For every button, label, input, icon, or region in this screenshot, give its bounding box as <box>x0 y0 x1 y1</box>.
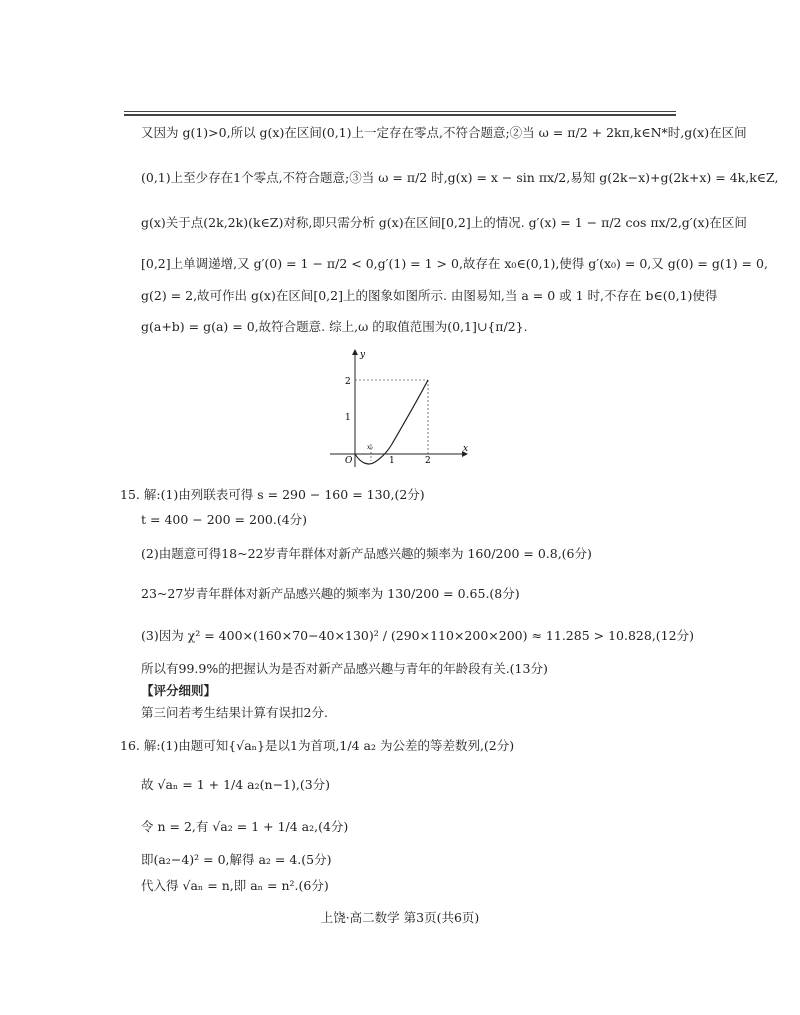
y-axis-label: y <box>360 350 366 360</box>
solution-line-6: g(a+b) = g(a) = 0,故符合题意. 综上,ω 的取值范围为(0,1]∪{π/2}. <box>141 319 528 334</box>
q16-line-1: 16. 解:(1)由题可知{√aₙ}是以1为首项,1/4 a₂ 为公差的等差数列,(2分) <box>120 738 515 753</box>
solution-line-1: 又因为 g(1)>0,所以 g(x)在区间(0,1)上一定存在零点,不符合题意;②当 ω = π/2 + 2kπ,k∈N*时,g(x)在区间 <box>141 125 747 140</box>
solution-line-2: (0,1)上至少存在1个零点,不符合题意;③当 ω = π/2 时,g(x) = x − sin πx/2,易知 g(2k−x)+g(2k+x) = 4k,k∈Z, <box>141 170 779 185</box>
solution-line-5: g(2) = 2,故可作出 g(x)在区间[0,2]上的图象如图所示. 由图易知,当 a = 0 或 1 时,不存在 b∈(0,1)使得 <box>141 288 718 303</box>
x-tick-2: 2 <box>425 456 431 466</box>
q15-line-5: (3)因为 χ² = 400×(160×70−40×130)² / (290×110×200×200) ≈ 11.285 > 10.828,(12分) <box>141 628 694 643</box>
q16-line-3: 令 n = 2,有 √a₂ = 1 + 1/4 a₂,(4分) <box>141 819 349 834</box>
x-axis-label: x <box>463 444 469 454</box>
x-tick-1: 1 <box>389 456 395 466</box>
header-rule-thin <box>124 111 676 112</box>
solution-line-4: [0,2]上单调递增,又 g′(0) = 1 − π/2 < 0,g′(1) = 1 > 0,故存在 x₀∈(0,1),使得 g′(x₀) = 0,又 g(0) = g(1) = 0, <box>141 256 768 271</box>
origin-label: O <box>345 456 353 466</box>
y-tick-1: 1 <box>345 413 351 423</box>
q15-line-3: (2)由题意可得18~22岁青年群体对新产品感兴趣的频率为 160/200 = 0.8,(6分) <box>141 546 592 561</box>
q15-line-2: t = 400 − 200 = 200.(4分) <box>141 512 308 527</box>
function-curve <box>355 380 428 464</box>
solution-line-3: g(x)关于点(2k,2k)(k∈Z)对称,即只需分析 g(x)在区间[0,2]上的情况. g′(x) = 1 − π/2 cos πx/2,g′(x)在区间 <box>141 215 747 230</box>
function-graph <box>325 345 475 470</box>
q16-line-2: 故 √aₙ = 1 + 1/4 a₂(n−1),(3分) <box>141 777 331 792</box>
grading-text: 第三问若考生结果计算有误扣2分. <box>141 705 328 720</box>
grading-title: 【评分细则】 <box>141 683 217 698</box>
q15-line-4: 23~27岁青年群体对新产品感兴趣的频率为 130/200 = 0.65.(8分) <box>141 586 520 601</box>
q16-line-4: 即(a₂−4)² = 0,解得 a₂ = 4.(5分) <box>141 852 332 867</box>
q15-line-1: 15. 解:(1)由列联表可得 s = 290 − 160 = 130,(2分) <box>120 487 425 502</box>
q15-line-6: 所以有99.9%的把握认为是否对新产品感兴趣与青年的年龄段有关.(13分) <box>141 661 548 676</box>
page-footer: 上饶·高二数学 第3页(共6页) <box>320 910 480 925</box>
q16-line-5: 代入得 √aₙ = n,即 aₙ = n².(6分) <box>141 878 329 893</box>
x0-label: x₀ <box>367 444 373 451</box>
y-tick-2: 2 <box>345 377 351 387</box>
header-rule-thick <box>124 114 676 116</box>
